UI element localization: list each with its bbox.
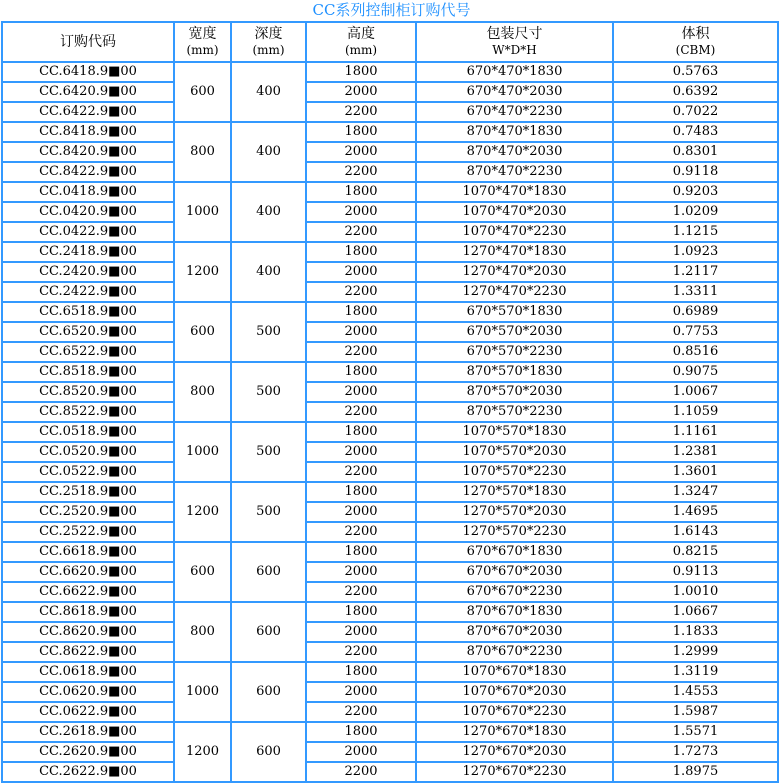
height-cell: 1800 — [306, 182, 416, 202]
depth-cell: 600 — [231, 602, 306, 662]
order-code-cell: CC.6618.9■00 — [2, 542, 174, 562]
order-code-cell: CC.0622.9■00 — [2, 702, 174, 722]
packaging-size-cell: 1270*570*1830 — [416, 482, 613, 502]
table-row — [2, 622, 778, 642]
height-cell: 1800 — [306, 542, 416, 562]
volume-cell: 0.9118 — [613, 162, 778, 182]
order-code-cell: CC.6522.9■00 — [2, 342, 174, 362]
packaging-size-cell: 1070*570*2030 — [416, 442, 613, 462]
order-code-cell: CC.2418.9■00 — [2, 242, 174, 262]
order-code-cell: CC.2620.9■00 — [2, 742, 174, 762]
table-row — [2, 322, 778, 342]
header-width — [174, 22, 231, 62]
table-row — [2, 742, 778, 762]
volume-cell: 1.4553 — [613, 682, 778, 702]
packaging-size-cell: 1070*470*1830 — [416, 182, 613, 202]
order-code-cell: CC.6420.9■00 — [2, 82, 174, 102]
width-cell: 1200 — [174, 482, 231, 542]
table-row — [2, 82, 778, 102]
header-height-label: 高度 — [347, 26, 375, 42]
order-code-cell: CC.2522.9■00 — [2, 522, 174, 542]
table-body — [2, 62, 778, 782]
height-cell: 2200 — [306, 162, 416, 182]
header-depth-label: 深度 — [254, 26, 283, 42]
height-cell: 1800 — [306, 482, 416, 502]
depth-cell: 500 — [231, 482, 306, 542]
packaging-size-cell: 870*570*2230 — [416, 402, 613, 422]
packaging-size-cell: 1070*570*1830 — [416, 422, 613, 442]
height-cell: 2000 — [306, 742, 416, 762]
volume-cell: 1.2999 — [613, 642, 778, 662]
height-cell: 2000 — [306, 262, 416, 282]
packaging-size-cell: 870*670*1830 — [416, 602, 613, 622]
table-row — [2, 122, 778, 142]
height-cell: 2000 — [306, 322, 416, 342]
table-row — [2, 342, 778, 362]
volume-cell: 1.1161 — [613, 422, 778, 442]
height-cell: 2000 — [306, 502, 416, 522]
volume-cell: 1.1833 — [613, 622, 778, 642]
table-row — [2, 402, 778, 422]
width-cell: 600 — [174, 62, 231, 122]
width-cell: 1000 — [174, 182, 231, 242]
packaging-size-cell: 1270*670*2230 — [416, 762, 613, 782]
packaging-size-cell: 870*670*2030 — [416, 622, 613, 642]
width-cell: 1200 — [174, 242, 231, 302]
header-row — [2, 22, 778, 62]
volume-cell: 1.3247 — [613, 482, 778, 502]
height-cell: 2200 — [306, 762, 416, 782]
volume-cell: 0.8215 — [613, 542, 778, 562]
depth-cell: 600 — [231, 542, 306, 602]
table-row — [2, 542, 778, 562]
packaging-size-cell: 670*470*2030 — [416, 82, 613, 102]
volume-cell: 0.9113 — [613, 562, 778, 582]
packaging-size-cell: 1270*470*2030 — [416, 262, 613, 282]
width-cell: 600 — [174, 542, 231, 602]
order-code-cell: CC.2420.9■00 — [2, 262, 174, 282]
width-cell: 800 — [174, 122, 231, 182]
volume-cell: 0.6989 — [613, 302, 778, 322]
packaging-size-cell: 670*670*2230 — [416, 582, 613, 602]
order-code-cell: CC.2422.9■00 — [2, 282, 174, 302]
order-code-cell: CC.0418.9■00 — [2, 182, 174, 202]
packaging-size-cell: 1270*570*2230 — [416, 522, 613, 542]
packaging-size-cell: 870*670*2230 — [416, 642, 613, 662]
order-code-cell: CC.8618.9■00 — [2, 602, 174, 622]
width-cell: 600 — [174, 302, 231, 362]
packaging-size-cell: 870*570*1830 — [416, 362, 613, 382]
height-cell: 2000 — [306, 562, 416, 582]
order-code-cell: CC.8418.9■00 — [2, 122, 174, 142]
order-code-table — [1, 21, 779, 783]
table-row — [2, 462, 778, 482]
table-row — [2, 302, 778, 322]
table-row — [2, 382, 778, 402]
volume-cell: 1.3311 — [613, 282, 778, 302]
volume-cell: 1.4695 — [613, 502, 778, 522]
order-code-cell: CC.6518.9■00 — [2, 302, 174, 322]
header-width-unit: (mm) — [186, 43, 219, 57]
height-cell: 2200 — [306, 702, 416, 722]
header-volume-label: 体积 — [681, 26, 710, 42]
volume-cell: 0.9075 — [613, 362, 778, 382]
height-cell: 2000 — [306, 382, 416, 402]
depth-cell: 500 — [231, 422, 306, 482]
packaging-size-cell: 1070*470*2030 — [416, 202, 613, 222]
height-cell: 2000 — [306, 202, 416, 222]
table-row — [2, 242, 778, 262]
packaging-size-cell: 1270*570*2030 — [416, 502, 613, 522]
height-cell: 2000 — [306, 142, 416, 162]
packaging-size-cell: 870*470*2230 — [416, 162, 613, 182]
packaging-size-cell: 870*570*2030 — [416, 382, 613, 402]
order-code-cell: CC.2518.9■00 — [2, 482, 174, 502]
volume-cell: 1.0923 — [613, 242, 778, 262]
depth-cell: 400 — [231, 242, 306, 302]
packaging-size-cell: 1070*670*1830 — [416, 662, 613, 682]
order-code-cell: CC.0422.9■00 — [2, 222, 174, 242]
volume-cell: 1.2381 — [613, 442, 778, 462]
order-code-cell: CC.0420.9■00 — [2, 202, 174, 222]
depth-cell: 600 — [231, 722, 306, 782]
order-code-cell: CC.2622.9■00 — [2, 762, 174, 782]
header-height-unit: (mm) — [344, 43, 378, 57]
order-code-cell: CC.6520.9■00 — [2, 322, 174, 342]
volume-cell: 1.0667 — [613, 602, 778, 622]
order-code-cell: CC.0522.9■00 — [2, 462, 174, 482]
volume-cell: 1.0209 — [613, 202, 778, 222]
height-cell: 2200 — [306, 582, 416, 602]
order-code-cell: CC.0620.9■00 — [2, 682, 174, 702]
height-cell: 2200 — [306, 102, 416, 122]
height-cell: 1800 — [306, 362, 416, 382]
order-code-cell: CC.8420.9■00 — [2, 142, 174, 162]
header-depth — [231, 22, 306, 62]
height-cell: 1800 — [306, 62, 416, 82]
volume-cell: 1.6143 — [613, 522, 778, 542]
height-cell: 2200 — [306, 402, 416, 422]
header-packaging-label: 包装尺寸 — [486, 26, 543, 42]
depth-cell: 400 — [231, 122, 306, 182]
table-row — [2, 442, 778, 462]
height-cell: 2200 — [306, 222, 416, 242]
table-row — [2, 562, 778, 582]
packaging-size-cell: 670*670*2030 — [416, 562, 613, 582]
packaging-size-cell: 1270*470*2230 — [416, 282, 613, 302]
volume-cell: 0.5763 — [613, 62, 778, 82]
order-code-cell: CC.2618.9■00 — [2, 722, 174, 742]
height-cell: 1800 — [306, 122, 416, 142]
volume-cell: 1.7273 — [613, 742, 778, 762]
header-depth-unit: (mm) — [252, 43, 285, 57]
height-cell: 2200 — [306, 642, 416, 662]
table-row — [2, 482, 778, 502]
volume-cell: 1.0067 — [613, 382, 778, 402]
order-code-cell: CC.8522.9■00 — [2, 402, 174, 422]
table-row — [2, 522, 778, 542]
packaging-size-cell: 670*570*1830 — [416, 302, 613, 322]
height-cell: 1800 — [306, 602, 416, 622]
order-code-cell: CC.0520.9■00 — [2, 442, 174, 462]
table-row — [2, 262, 778, 282]
height-cell: 1800 — [306, 662, 416, 682]
height-cell: 2000 — [306, 622, 416, 642]
volume-cell: 0.7483 — [613, 122, 778, 142]
table-row — [2, 362, 778, 382]
width-cell: 800 — [174, 362, 231, 422]
header-volume — [613, 22, 778, 62]
order-code-cell: CC.8520.9■00 — [2, 382, 174, 402]
table-row — [2, 182, 778, 202]
volume-cell: 1.5987 — [613, 702, 778, 722]
order-code-cell: CC.6622.9■00 — [2, 582, 174, 602]
volume-cell: 1.5571 — [613, 722, 778, 742]
packaging-size-cell: 1070*570*2230 — [416, 462, 613, 482]
table-row — [2, 422, 778, 442]
height-cell: 2000 — [306, 82, 416, 102]
order-code-cell: CC.6422.9■00 — [2, 102, 174, 122]
page-title: CC系列控制柜订购代号 — [312, 1, 471, 19]
volume-cell: 0.9203 — [613, 182, 778, 202]
table-row — [2, 702, 778, 722]
volume-cell: 1.2117 — [613, 262, 778, 282]
packaging-size-cell: 1070*670*2030 — [416, 682, 613, 702]
packaging-size-cell: 1270*470*1830 — [416, 242, 613, 262]
header-packaging — [416, 22, 613, 62]
height-cell: 2000 — [306, 442, 416, 462]
height-cell: 1800 — [306, 242, 416, 262]
volume-cell: 1.1059 — [613, 402, 778, 422]
volume-cell: 0.6392 — [613, 82, 778, 102]
order-code-cell: CC.6418.9■00 — [2, 62, 174, 82]
table-row — [2, 202, 778, 222]
header-width-label: 宽度 — [188, 26, 217, 42]
order-code-cell: CC.0518.9■00 — [2, 422, 174, 442]
volume-cell: 1.3119 — [613, 662, 778, 682]
height-cell: 2200 — [306, 282, 416, 302]
order-code-cell: CC.8518.9■00 — [2, 362, 174, 382]
table-row — [2, 662, 778, 682]
packaging-size-cell: 670*470*1830 — [416, 62, 613, 82]
packaging-size-cell: 670*670*1830 — [416, 542, 613, 562]
packaging-size-cell: 1070*670*2230 — [416, 702, 613, 722]
order-code-cell: CC.6620.9■00 — [2, 562, 174, 582]
table-row — [2, 642, 778, 662]
depth-cell: 400 — [231, 62, 306, 122]
height-cell: 2200 — [306, 522, 416, 542]
table-row — [2, 502, 778, 522]
height-cell: 1800 — [306, 722, 416, 742]
packaging-size-cell: 670*470*2230 — [416, 102, 613, 122]
order-code-cell: CC.2520.9■00 — [2, 502, 174, 522]
volume-cell: 1.1215 — [613, 222, 778, 242]
height-cell: 1800 — [306, 422, 416, 442]
order-code-cell: CC.8422.9■00 — [2, 162, 174, 182]
packaging-size-cell: 1270*670*2030 — [416, 742, 613, 762]
table-row — [2, 762, 778, 782]
table-row — [2, 222, 778, 242]
depth-cell: 500 — [231, 362, 306, 422]
header-volume-unit: (CBM) — [675, 43, 716, 57]
volume-cell: 0.7022 — [613, 102, 778, 122]
packaging-size-cell: 670*570*2230 — [416, 342, 613, 362]
table-row — [2, 102, 778, 122]
header-order-code-label: 订购代码 — [60, 33, 116, 50]
width-cell: 1000 — [174, 422, 231, 482]
table-row — [2, 602, 778, 622]
volume-cell: 1.0010 — [613, 582, 778, 602]
table-row — [2, 582, 778, 602]
depth-cell: 500 — [231, 302, 306, 362]
height-cell: 2200 — [306, 462, 416, 482]
height-cell: 2000 — [306, 682, 416, 702]
packaging-size-cell: 870*470*1830 — [416, 122, 613, 142]
table-row — [2, 282, 778, 302]
height-cell: 1800 — [306, 302, 416, 322]
depth-cell: 400 — [231, 182, 306, 242]
order-code-cell: CC.8622.9■00 — [2, 642, 174, 662]
width-cell: 1000 — [174, 662, 231, 722]
width-cell: 1200 — [174, 722, 231, 782]
volume-cell: 1.3601 — [613, 462, 778, 482]
packaging-size-cell: 870*470*2030 — [416, 142, 613, 162]
table-row — [2, 142, 778, 162]
order-code-cell: CC.8620.9■00 — [2, 622, 174, 642]
packaging-size-cell: 670*570*2030 — [416, 322, 613, 342]
order-code-cell: CC.0618.9■00 — [2, 662, 174, 682]
header-packaging-unit: W*D*H — [492, 43, 537, 57]
depth-cell: 600 — [231, 662, 306, 722]
volume-cell: 0.8516 — [613, 342, 778, 362]
header-order-code — [2, 22, 174, 62]
height-cell: 2200 — [306, 342, 416, 362]
table-row — [2, 62, 778, 82]
volume-cell: 0.7753 — [613, 322, 778, 342]
packaging-size-cell: 1270*670*1830 — [416, 722, 613, 742]
header-height — [306, 22, 416, 62]
table-row — [2, 722, 778, 742]
table-row — [2, 162, 778, 182]
width-cell: 800 — [174, 602, 231, 662]
volume-cell: 0.8301 — [613, 142, 778, 162]
volume-cell: 1.8975 — [613, 762, 778, 782]
table-row — [2, 682, 778, 702]
packaging-size-cell: 1070*470*2230 — [416, 222, 613, 242]
